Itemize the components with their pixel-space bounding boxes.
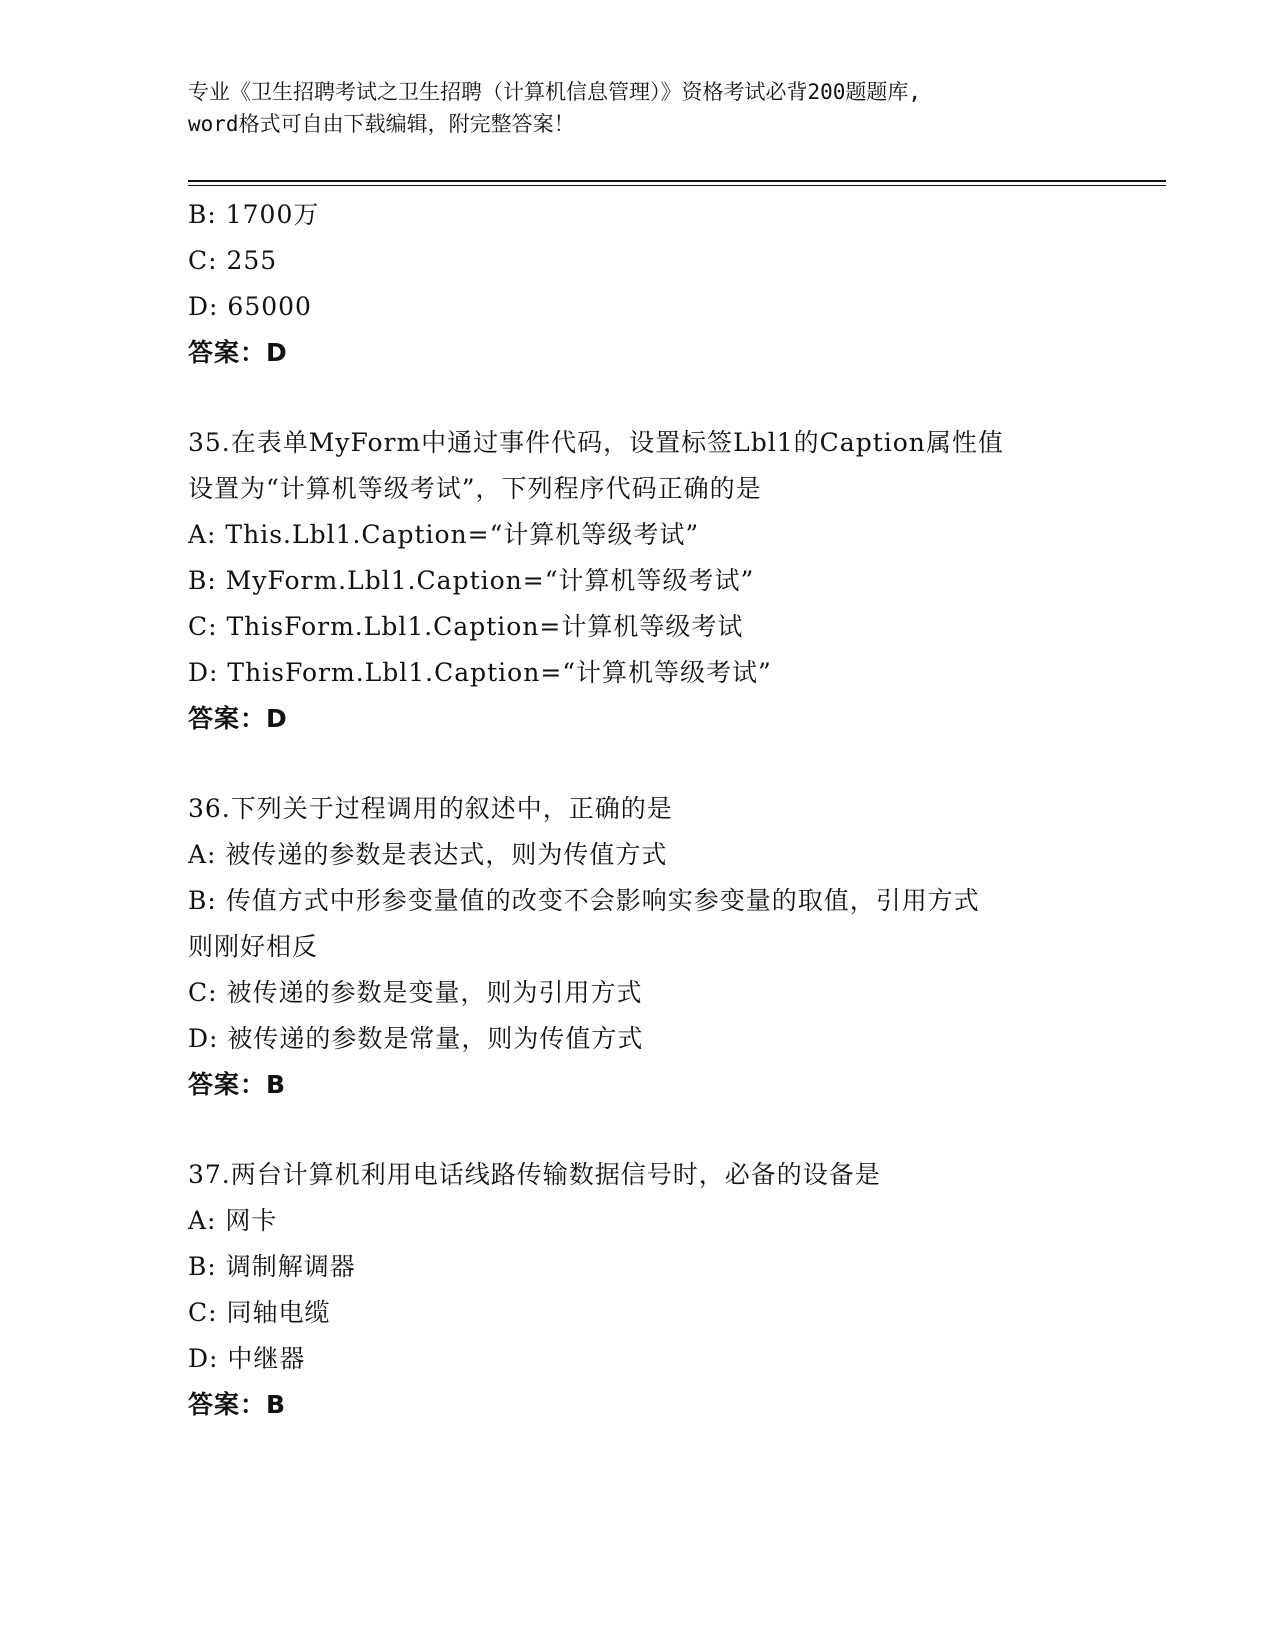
option-d: D: ThisForm.Lbl1.Caption=“计算机等级考试” (188, 658, 772, 687)
answer-line: 答案：B (188, 1390, 287, 1419)
option-d: D: 中继器 (188, 1344, 306, 1373)
question-stem: 37.两台计算机利用电话线路传输数据信号时，必备的设备是 (188, 1160, 881, 1189)
option-c: C: 同轴电缆 (188, 1298, 331, 1327)
option-b: B: 传值方式中形参变量值的改变不会影响实参变量的取值，引用方式 (188, 886, 980, 915)
option-b: B: 调制解调器 (188, 1252, 356, 1281)
header-title-line1: 专业《卫生招聘考试之卫生招聘（计算机信息管理）》资格考试必背200题题库, (188, 80, 922, 104)
option-c: C: 255 (188, 246, 278, 275)
question-34-fragment (188, 192, 1088, 376)
question-stem: 35.在表单MyForm中通过事件代码，设置标签Lbl1的Caption属性值 (188, 428, 1004, 457)
question-35 (188, 420, 1088, 742)
answer-line: 答案：D (188, 338, 288, 367)
question-37 (188, 1152, 1088, 1428)
option-b: B: 1700万 (188, 200, 320, 229)
header-divider-thick (188, 180, 1166, 182)
question-36 (188, 786, 1088, 1108)
header-title-line2: word格式可自由下载编辑，附完整答案！ (188, 112, 575, 136)
question-stem-continued: 设置为“计算机等级考试”，下列程序代码正确的是 (188, 474, 762, 503)
option-d: D: 65000 (188, 292, 312, 321)
option-c: C: 被传递的参数是变量，则为引用方式 (188, 978, 643, 1007)
option-a: A: This.Lbl1.Caption=“计算机等级考试” (188, 520, 700, 549)
header-divider-thin (188, 185, 1166, 186)
option-b: B: MyForm.Lbl1.Caption=“计算机等级考试” (188, 566, 755, 595)
option-b-continued: 则刚好相反 (188, 932, 319, 961)
answer-line: 答案：D (188, 704, 288, 733)
answer-line: 答案：B (188, 1070, 287, 1099)
option-d: D: 被传递的参数是常量，则为传值方式 (188, 1024, 644, 1053)
question-content (188, 192, 1088, 1428)
question-stem: 36.下列关于过程调用的叙述中，正确的是 (188, 794, 673, 823)
option-a: A: 网卡 (188, 1206, 278, 1235)
option-a: A: 被传递的参数是表达式，则为传值方式 (188, 840, 668, 869)
document-header (188, 76, 1068, 140)
option-c: C: ThisForm.Lbl1.Caption=计算机等级考试 (188, 612, 744, 641)
